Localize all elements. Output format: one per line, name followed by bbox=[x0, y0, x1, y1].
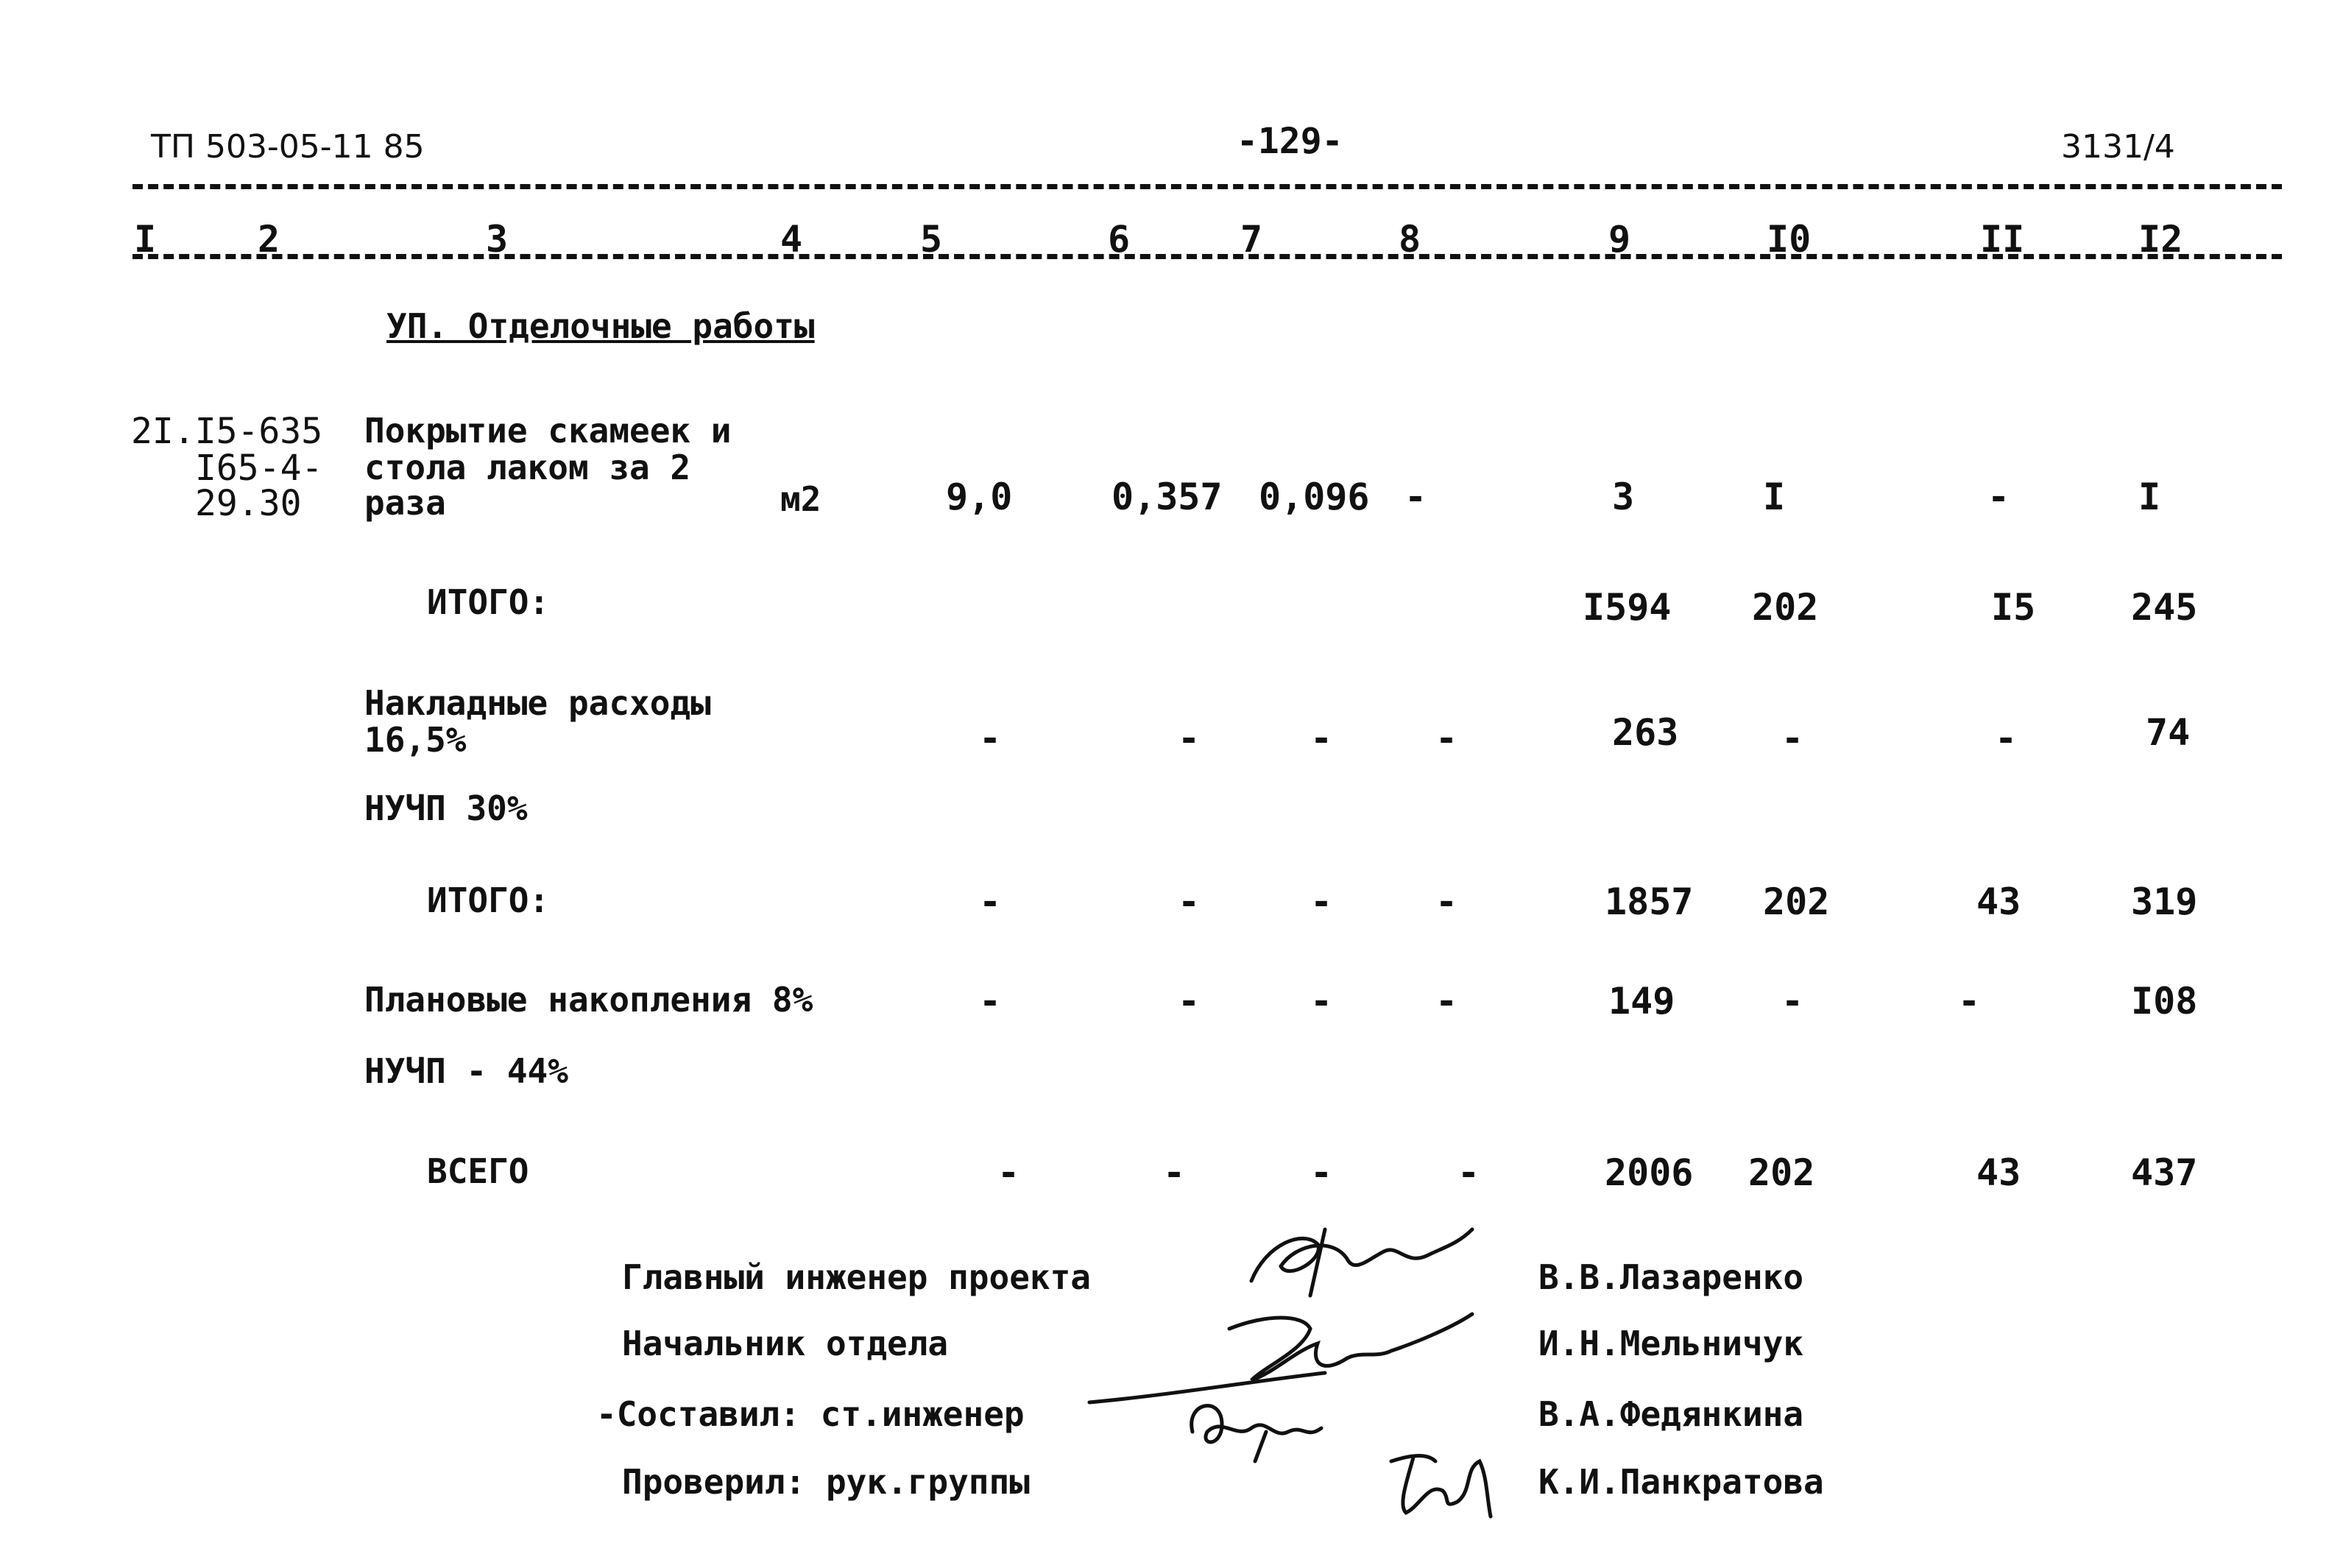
signatory-name: В.В.Лазаренко bbox=[1538, 1257, 1804, 1297]
grand-col9: 2006 bbox=[1605, 1151, 1694, 1194]
planned-col11: - bbox=[1958, 980, 1981, 1023]
grand-col12: 437 bbox=[2131, 1151, 2198, 1194]
signatory-role: -Составил: ст.инженер bbox=[596, 1394, 1025, 1434]
overhead-col12: 74 bbox=[2146, 711, 2191, 754]
total-col7: - bbox=[1310, 880, 1333, 923]
total-col9: I594 bbox=[1583, 586, 1672, 629]
item-cell-col6: 0,357 bbox=[1112, 476, 1223, 518]
signature-reviewer bbox=[1377, 1439, 1502, 1523]
item-cell-col12: I bbox=[2138, 476, 2161, 518]
item-description-line: Покрытие скамеек и bbox=[364, 411, 732, 451]
overhead-col5: - bbox=[979, 717, 1002, 760]
signature-compiler bbox=[1178, 1388, 1340, 1472]
column-number: 5 bbox=[920, 218, 943, 261]
grand-col5: - bbox=[997, 1151, 1020, 1194]
item-code-line: I65-4- bbox=[195, 448, 323, 489]
planned-col7: - bbox=[1310, 980, 1333, 1023]
grand-col7: - bbox=[1310, 1151, 1333, 1194]
total-label: ИТОГО: bbox=[427, 582, 550, 622]
total-col12: 245 bbox=[2131, 586, 2198, 629]
overhead-label-line: 16,5% bbox=[364, 720, 467, 760]
overhead-col10: - bbox=[1781, 717, 1804, 760]
column-number: 2 bbox=[258, 218, 280, 261]
column-number: I0 bbox=[1767, 218, 1812, 261]
planned-col8: - bbox=[1435, 980, 1458, 1023]
signatory-name: К.И.Панкратова bbox=[1538, 1462, 1824, 1502]
column-number: 8 bbox=[1399, 218, 1421, 261]
overhead-col9: 263 bbox=[1612, 711, 1679, 754]
total-col10: 202 bbox=[1763, 880, 1830, 923]
total-col10: 202 bbox=[1752, 586, 1819, 629]
column-number: 4 bbox=[780, 218, 803, 261]
sheet-code: 3131/4 bbox=[2061, 128, 2175, 166]
overhead-col7: - bbox=[1310, 717, 1333, 760]
column-number: II bbox=[1980, 218, 2025, 261]
total-col11: 43 bbox=[1976, 880, 2021, 923]
total-col6: - bbox=[1178, 880, 1201, 923]
item-code-line: 29.30 bbox=[195, 483, 302, 524]
total-col11: I5 bbox=[1991, 586, 2036, 629]
signatory-role: Проверил: рук.группы bbox=[622, 1462, 1030, 1502]
total-col8: - bbox=[1435, 880, 1458, 923]
planned-col9: 149 bbox=[1608, 980, 1675, 1023]
item-cell-col9: 3 bbox=[1612, 476, 1635, 518]
item-cell-col8: - bbox=[1404, 476, 1427, 518]
item-quantity: 9,0 bbox=[946, 476, 1013, 518]
item-cell-col7: 0,096 bbox=[1259, 476, 1370, 518]
total-col12: 319 bbox=[2131, 880, 2198, 923]
nuchp-44-label: НУЧП - 44% bbox=[364, 1051, 568, 1091]
column-number: I2 bbox=[2138, 218, 2183, 261]
column-number: 9 bbox=[1608, 218, 1631, 261]
grand-col10: 202 bbox=[1748, 1151, 1815, 1194]
planned-col6: - bbox=[1178, 980, 1201, 1023]
item-unit: м2 bbox=[780, 479, 821, 519]
signatory-role: Главный инженер проекта bbox=[622, 1257, 1091, 1297]
column-number: 3 bbox=[486, 218, 509, 261]
planned-col10: - bbox=[1781, 980, 1804, 1023]
overhead-col8: - bbox=[1435, 717, 1458, 760]
nuchp-30-label: НУЧП 30% bbox=[364, 788, 528, 828]
item-code-line: 2I.I5-635 bbox=[131, 411, 323, 452]
column-number: I bbox=[134, 218, 157, 261]
total-col9: 1857 bbox=[1605, 880, 1694, 923]
signatory-role: Начальник отдела bbox=[622, 1324, 949, 1363]
overhead-col6: - bbox=[1178, 717, 1201, 760]
grand-total-label: ВСЕГО bbox=[427, 1151, 529, 1191]
dashed-divider-top bbox=[132, 184, 2282, 189]
signature-chief-engineer bbox=[1237, 1215, 1480, 1306]
total-col5: - bbox=[979, 880, 1002, 923]
item-description-line: стола лаком за 2 bbox=[364, 448, 691, 487]
item-cell-col10: I bbox=[1763, 476, 1786, 518]
dashed-divider-columns bbox=[132, 254, 2282, 259]
item-cell-col11: - bbox=[1987, 476, 2010, 518]
document-code: ТП 503-05-11 85 bbox=[151, 128, 425, 166]
overhead-col11: - bbox=[1995, 717, 2018, 760]
column-number: 6 bbox=[1108, 218, 1131, 261]
section-title: УП. Отделочные работы bbox=[386, 306, 815, 346]
grand-col11: 43 bbox=[1976, 1151, 2021, 1194]
overhead-label-line: Накладные расходы bbox=[364, 683, 711, 723]
signatory-name: В.А.Федянкина bbox=[1538, 1394, 1804, 1434]
page-number: -129- bbox=[1237, 121, 1343, 162]
total-label: ИТОГО: bbox=[427, 880, 550, 920]
signatory-name: И.Н.Мельничук bbox=[1538, 1324, 1804, 1363]
planned-col12: I08 bbox=[2131, 980, 2198, 1023]
item-description-line: раза bbox=[364, 483, 446, 523]
planned-col5: - bbox=[979, 980, 1002, 1023]
planned-label: Плановые накопления 8% bbox=[364, 980, 813, 1020]
grand-col8: - bbox=[1457, 1151, 1480, 1194]
column-number: 7 bbox=[1240, 218, 1263, 261]
grand-col6: - bbox=[1163, 1151, 1186, 1194]
